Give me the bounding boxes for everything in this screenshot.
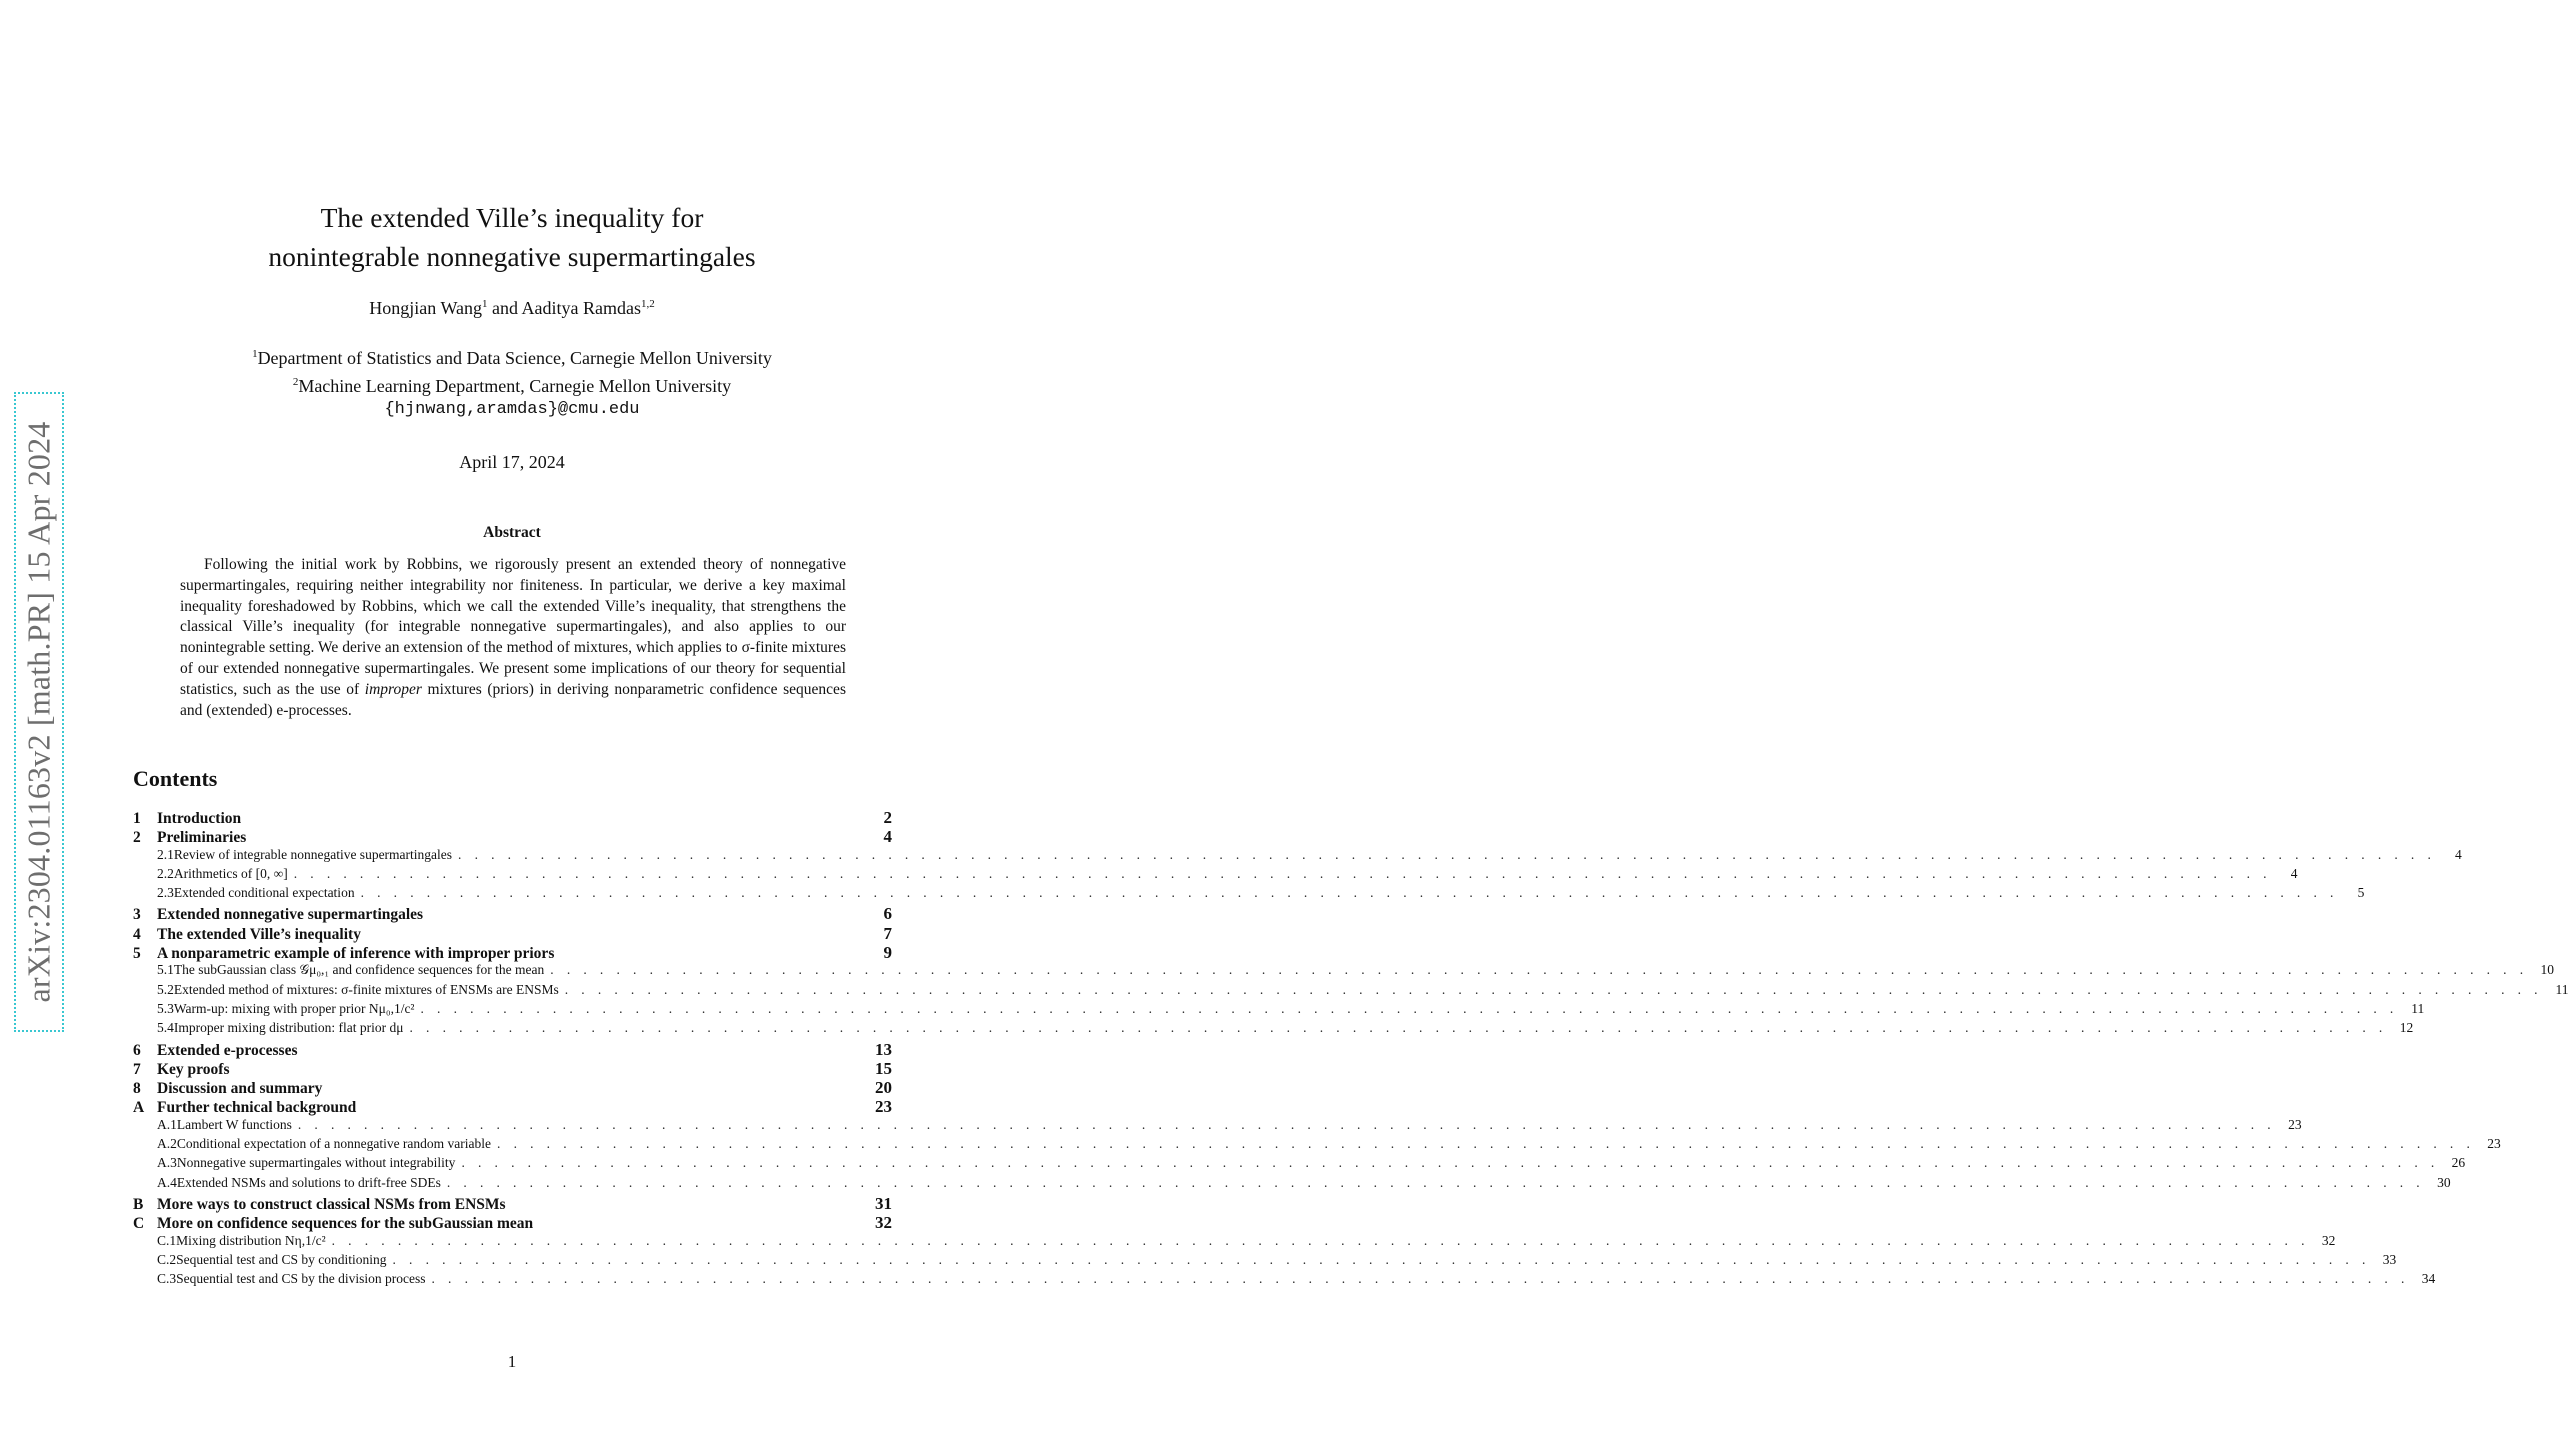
- toc-entry-number: 3: [133, 906, 141, 924]
- toc-entry-number: 1: [133, 810, 141, 827]
- toc-subsection-entry[interactable]: [133, 962, 2554, 981]
- toc-subsection-entry[interactable]: [133, 1174, 2451, 1194]
- toc-dot-leader: . . . . . . . . . . . . . . . . . . . . . . . . . . . . . . . . . . . . . . . . . . . . . . . . . . . . . . . . . . . . . . . . . . . . . . . . . . . . . . . . . . . . . . . . . . . . . . . . . . . . . . . . . . . . . . . . . . . . . . . .: [461, 1155, 2440, 1171]
- toc-dot-leader: . . . . . . . . . . . . . . . . . . . . . . . . . . . . . . . . . . . . . . . . . . . . . . . . . . . . . . . . . . . . . . . . . . . . . . . . . . . . . . . . . . . . . . . . . . . . . . . . . . . . . . . . . . . . . . . . . . . . . . . .: [297, 1116, 2276, 1132]
- toc-entry-number: C.3: [157, 1271, 177, 1287]
- toc-entry-page: 4: [2455, 846, 2462, 862]
- toc-entry-page: 9: [883, 943, 892, 963]
- toc-entry-page: 11: [2411, 1000, 2425, 1016]
- toc-entry-page: 23: [2487, 1136, 2501, 1152]
- toc-entry-page: 7: [883, 923, 892, 943]
- toc-entry-page: 6: [883, 904, 892, 924]
- toc-entry-title: Further technical background: [157, 1099, 357, 1117]
- author-1: Hongjian Wang: [369, 298, 482, 318]
- toc-entry-page: 26: [2451, 1155, 2466, 1171]
- toc-section-entry[interactable]: [133, 1059, 892, 1078]
- abstract-text-1: Following the initial work by Robbins, we rigorously present an extended theory of nonnegative supermartingales, requiring neither integrability nor finiteness. In particular, we derive a key maximal inequality foreshadowed by Robbins, which we call the extended Ville’s inequality, that strengthens the classical Ville’s inequality (for integrable nonnegative supermartingales), and also applies to our nonintegrable setting. We derive an extension of the method of mixtures, which applies to σ-finite mixtures of our extended nonnegative supermartingales. We present some implications of our theory for sequential statistics, such as the use of: [180, 556, 846, 698]
- toc-entry-page: 34: [2421, 1271, 2436, 1287]
- toc-entry-title: Extended e-processes: [157, 1041, 298, 1059]
- toc-entry-number: 2: [133, 829, 141, 847]
- affiliation-2-mark: 2: [292, 376, 299, 388]
- toc-entry-page: 4: [883, 827, 892, 847]
- toc-entry-number: C: [133, 1215, 145, 1233]
- toc-entry-title: Extended NSMs and solutions to drift-free SDEs: [176, 1174, 441, 1190]
- toc-entry-page: 32: [2321, 1232, 2336, 1248]
- toc-entry-number: 5.4: [157, 1020, 174, 1036]
- toc-dot-leader: . . . . . . . . . . . . . . . . . . . . . . . . . . . . . . . . . . . . . . . . . . . . . . . . . . . . . . . . . . . . . . . . . . . . . . . . . . . . . . . . . . . . . . . . . . . . . . . . . . . . . . . . . . . . . . . . . . . . . . . .: [420, 1000, 2399, 1016]
- authors: [0, 298, 1024, 319]
- toc-dot-leader: . . . . . . . . . . . . . . . . . . . . . . . . . . . . . . . . . . . . . . . . . . . . . . . . . . . . . . . . . . . . . . . . . . . . . . . . . . . . . . . . . . . . . . . . . . . . . . . . . . . . . . . . . . . . . . . . . . . . . . . .: [331, 1232, 2310, 1248]
- toc-entry-number: 5.3: [157, 1000, 174, 1016]
- toc-section-entry[interactable]: [133, 924, 892, 943]
- author-1-affil-mark: 1: [481, 298, 488, 310]
- toc-entry-number: A.3: [157, 1155, 177, 1171]
- title-line-1: The extended Ville’s inequality for: [320, 202, 704, 233]
- paper-title: [0, 198, 1024, 276]
- abstract-heading: Abstract: [483, 524, 541, 541]
- toc-entry-title: Discussion and summary: [157, 1080, 323, 1098]
- toc-dot-leader: . . . . . . . . . . . . . . . . . . . . . . . . . . . . . . . . . . . . . . . . . . . . . . . . . . . . . . . . . . . . . . . . . . . . . . . . . . . . . . . . . . . . . . . . . . . . . . . . . . . . . . . . . . . . . . . . . . . . . . . .: [497, 1136, 2475, 1152]
- toc-entry-title: Sequential test and CS by the division process: [176, 1271, 426, 1287]
- toc-entry-title: Warm-up: mixing with proper prior Nμ₀,1/c²: [173, 1000, 415, 1016]
- toc-entry-page: 23: [875, 1097, 892, 1117]
- toc-entry-title: Preliminaries: [157, 829, 247, 847]
- contents-heading: Contents: [133, 766, 218, 791]
- toc-subsection-entry[interactable]: [133, 1020, 2414, 1039]
- toc-entry-page: 20: [875, 1078, 892, 1098]
- toc-section-entry[interactable]: [133, 1040, 892, 1059]
- toc-entry-title: Extended method of mixtures: σ-finite mixtures of ENSMs are ENSMs: [173, 981, 559, 997]
- toc-entry-page: 23: [2288, 1116, 2302, 1132]
- publication-date: April 17, 2024: [459, 452, 565, 472]
- toc-entry-page: 13: [875, 1039, 892, 1059]
- toc-entry-number: 7: [133, 1060, 141, 1078]
- toc-entry-title: Nonnegative supermartingales without integrability: [176, 1155, 456, 1171]
- toc-entry-page: 33: [2382, 1251, 2397, 1267]
- toc-entry-number: C.2: [157, 1251, 177, 1267]
- toc-entry-page: 32: [875, 1213, 892, 1233]
- toc-entry-title: A nonparametric example of inference with improper priors: [157, 945, 555, 963]
- toc-subsection-entry[interactable]: [133, 1116, 2302, 1136]
- affiliations: [0, 342, 1024, 422]
- author-conjunction: and: [487, 298, 522, 318]
- toc-entry-title: Improper mixing distribution: flat prior dμ: [173, 1020, 404, 1036]
- toc-subsection-entry[interactable]: [133, 865, 2298, 885]
- toc-subsection-entry[interactable]: [133, 1251, 2397, 1271]
- toc-section-entry[interactable]: [133, 1194, 892, 1213]
- toc-entry-page: 15: [875, 1058, 892, 1078]
- toc-entry-number: 6: [133, 1041, 141, 1059]
- toc-entry-number: 5.2: [157, 981, 174, 997]
- toc-entry-title: Conditional expectation of a nonnegative random variable: [176, 1136, 492, 1152]
- affiliation-1-text: Department of Statistics and Data Science, Carnegie Mellon University: [257, 348, 772, 368]
- affiliation-1: [0, 342, 1024, 370]
- toc-subsection-entry[interactable]: [133, 1136, 2501, 1155]
- toc-entry-title: The subGaussian class 𝒢μ₀,₁ and confidence sequences for the mean: [173, 962, 545, 978]
- title-line-2: nonintegrable nonnegative supermartingales: [268, 241, 756, 272]
- toc-section-entry[interactable]: [133, 808, 892, 827]
- abstract-body: [180, 555, 846, 721]
- toc-entry-page: 31: [875, 1193, 892, 1213]
- toc-entry-number: 8: [133, 1080, 141, 1098]
- toc-subsection-entry[interactable]: [133, 1232, 2336, 1252]
- toc-entry-number: A: [133, 1099, 145, 1117]
- affiliation-2: [0, 370, 1024, 398]
- table-of-contents: [133, 808, 2568, 1290]
- toc-entry-title: More ways to construct classical NSMs from ENSMs: [157, 1195, 506, 1213]
- toc-entry-page: 2: [883, 808, 892, 827]
- toc-entry-number: A.2: [157, 1136, 177, 1152]
- abstract-text-2: mixtures (priors) in deriving nonparametric confidence sequences and (extended) e-processes.: [180, 680, 846, 719]
- toc-dot-leader: . . . . . . . . . . . . . . . . . . . . . . . . . . . . . . . . . . . . . . . . . . . . . . . . . . . . . . . . . . . . . . . . . . . . . . . . . . . . . . . . . . . . . . . . . . . . . . . . . . . . . . . . . . . . . . . . . . . . . . . .: [360, 885, 2339, 901]
- toc-entry-title: More on confidence sequences for the subGaussian mean: [157, 1215, 534, 1233]
- toc-dot-leader: . . . . . . . . . . . . . . . . . . . . . . . . . . . . . . . . . . . . . . . . . . . . . . . . . . . . . . . . . . . . . . . . . . . . . . . . . . . . . . . . . . . . . . . . . . . . . . . . . . . . . . . . . . . . . . . . . . . . . . . .: [409, 1020, 2388, 1036]
- author-2-affil-mark: 1,2: [640, 298, 655, 310]
- affiliation-2-text: Machine Learning Department, Carnegie Mellon University: [298, 376, 732, 396]
- toc-section-entry[interactable]: [133, 904, 892, 923]
- arxiv-identifier-text: arXiv:2304.01163v2 [math.PR] 15 Apr 2024: [20, 421, 57, 1003]
- affiliation-1-mark: 1: [252, 348, 258, 360]
- toc-subsection-entry[interactable]: [133, 981, 2568, 1001]
- toc-entry-number: 5.1: [157, 962, 174, 978]
- toc-entry-title: Lambert W functions: [176, 1116, 292, 1132]
- toc-subsection-entry[interactable]: [133, 885, 2365, 904]
- toc-entry-title: Review of integrable nonnegative supermartingales: [173, 846, 453, 862]
- toc-subsection-entry[interactable]: [133, 1000, 2425, 1020]
- toc-entry-page: 4: [2290, 865, 2298, 881]
- toc-section-entry[interactable]: [133, 1213, 892, 1232]
- toc-entry-number: 4: [133, 925, 141, 943]
- toc-dot-leader: . . . . . . . . . . . . . . . . . . . . . . . . . . . . . . . . . . . . . . . . . . . . . . . . . . . . . . . . . . . . . . . . . . . . . . . . . . . . . . . . . . . . . . . . . . . . . . . . . . . . . . . . . . . . . . . . . . . . . . . .: [550, 962, 2528, 978]
- author-email[interactable]: {hjnwang,aramdas}@cmu.edu: [384, 400, 640, 419]
- toc-subsection-entry[interactable]: [133, 846, 2462, 866]
- abstract-emphasis: improper: [364, 680, 422, 698]
- toc-entry-title: Key proofs: [157, 1060, 230, 1078]
- toc-entry-title: Introduction: [157, 810, 242, 827]
- toc-entry-title: Mixing distribution Nη,1/c²: [176, 1232, 326, 1248]
- arxiv-identifier-stamp: [14, 392, 64, 1032]
- toc-entry-title: The extended Ville’s inequality: [157, 925, 361, 943]
- toc-entry-page: 11: [2555, 981, 2568, 997]
- toc-subsection-entry[interactable]: [133, 1155, 2466, 1174]
- toc-entry-number: B: [133, 1195, 144, 1213]
- toc-section-entry[interactable]: [133, 827, 892, 846]
- toc-section-entry[interactable]: [133, 943, 892, 962]
- toc-entry-number: 2.1: [157, 846, 174, 862]
- toc-entry-page: 5: [2357, 885, 2365, 901]
- author-2: Aaditya Ramdas: [521, 298, 641, 318]
- toc-dot-leader: . . . . . . . . . . . . . . . . . . . . . . . . . . . . . . . . . . . . . . . . . . . . . . . . . . . . . . . . . . . . . . . . . . . . . . . . . . . . . . . . . . . . . . . . . . . . . . . . . . . . . . . . . . . . . . . . . . . . . . . .: [293, 865, 2272, 881]
- toc-subsection-entry[interactable]: [133, 1271, 2436, 1290]
- toc-entry-title: Extended conditional expectation: [173, 885, 355, 901]
- toc-dot-leader: . . . . . . . . . . . . . . . . . . . . . . . . . . . . . . . . . . . . . . . . . . . . . . . . . . . . . . . . . . . . . . . . . . . . . . . . . . . . . . . . . . . . . . . . . . . . . . . . . . . . . . . . . . . . . . . . . . . . . . . .: [431, 1271, 2410, 1287]
- toc-entry-number: 5: [133, 945, 141, 963]
- toc-entry-number: 2.3: [157, 885, 174, 901]
- toc-entry-page: 30: [2437, 1174, 2451, 1190]
- toc-entry-number: A.4: [157, 1174, 177, 1190]
- toc-dot-leader: . . . . . . . . . . . . . . . . . . . . . . . . . . . . . . . . . . . . . . . . . . . . . . . . . . . . . . . . . . . . . . . . . . . . . . . . . . . . . . . . . . . . . . . . . . . . . . . . . . . . . . . . . . . . . . . . . . . . . . . .: [392, 1251, 2371, 1267]
- toc-entry-number: 2.2: [157, 865, 174, 881]
- toc-entry-title: Extended nonnegative supermartingales: [157, 906, 424, 924]
- toc-entry-number: A.1: [157, 1116, 177, 1132]
- page-number: 1: [507, 1352, 517, 1371]
- toc-dot-leader: . . . . . . . . . . . . . . . . . . . . . . . . . . . . . . . . . . . . . . . . . . . . . . . . . . . . . . . . . . . . . . . . . . . . . . . . . . . . . . . . . . . . . . . . . . . . . . . . . . . . . . . . . . . . . . . . . . . . . . . .: [458, 846, 2436, 862]
- toc-entry-title: Sequential test and CS by conditioning: [176, 1251, 387, 1267]
- toc-dot-leader: . . . . . . . . . . . . . . . . . . . . . . . . . . . . . . . . . . . . . . . . . . . . . . . . . . . . . . . . . . . . . . . . . . . . . . . . . . . . . . . . . . . . . . . . . . . . . . . . . . . . . . . . . . . . . . . . . . . . . . . .: [446, 1174, 2425, 1190]
- toc-dot-leader: . . . . . . . . . . . . . . . . . . . . . . . . . . . . . . . . . . . . . . . . . . . . . . . . . . . . . . . . . . . . . . . . . . . . . . . . . . . . . . . . . . . . . . . . . . . . . . . . . . . . . . . . . . . . . . . . . . . . . . . .: [564, 981, 2543, 997]
- toc-entry-page: 12: [2399, 1020, 2414, 1036]
- toc-section-entry[interactable]: [133, 1097, 892, 1116]
- toc-section-entry[interactable]: [133, 1078, 892, 1097]
- toc-entry-page: 10: [2540, 962, 2554, 978]
- toc-entry-title: Arithmetics of [0, ∞]: [173, 865, 288, 881]
- toc-entry-number: C.1: [157, 1232, 177, 1248]
